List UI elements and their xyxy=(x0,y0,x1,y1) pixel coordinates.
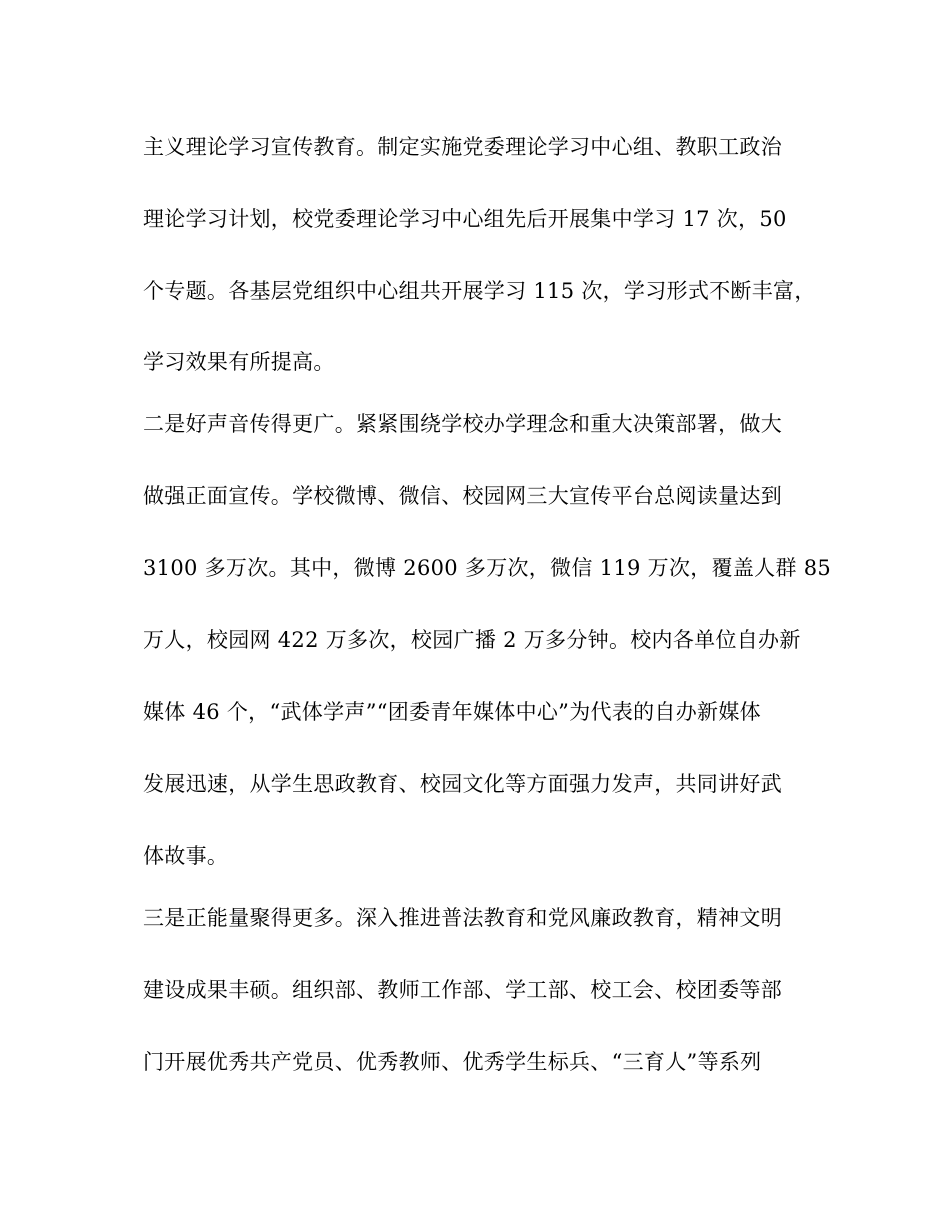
text-line: 媒体 46 个，“武体学声”“团委青年媒体中心”为代表的自办新媒体 xyxy=(143,700,761,724)
text-line: 主义理论学习宣传教育。制定实施党委理论学习中心组、教职工政治 xyxy=(143,135,782,159)
paragraph-start-line: 二是好声音传得更广。紧紧围绕学校办学理念和重大决策部署，做大 xyxy=(143,412,782,436)
text-line: 个专题。各基层党组织中心组共开展学习 115 次，学习形式不断丰富， xyxy=(143,279,816,303)
text-line: 理论学习计划，校党委理论学习中心组先后开展集中学习 17 次，50 xyxy=(143,207,787,231)
text-line: 万人，校园网 422 万多次，校园广播 2 万多分钟。校内各单位自办新 xyxy=(143,628,801,652)
text-line: 建设成果丰硕。组织部、教师工作部、学工部、校工会、校团委等部 xyxy=(143,978,782,1002)
text-line: 做强正面宣传。学校微博、微信、校园网三大宣传平台总阅读量达到 xyxy=(143,484,782,508)
text-line: 门开展优秀共产党员、优秀教师、优秀学生标兵、“三育人”等系列 xyxy=(143,1050,762,1074)
text-line: 学习效果有所提高。 xyxy=(143,350,335,374)
text-line: 发展迅速，从学生思政教育、校园文化等方面强力发声，共同讲好武 xyxy=(143,772,782,796)
text-line: 3100 多万次。其中，微博 2600 多万次，微信 119 万次，覆盖人群 85 xyxy=(143,556,832,580)
text-line: 体故事。 xyxy=(143,844,229,868)
paragraph-start-line: 三是正能量聚得更多。深入推进普法教育和党风廉政教育，精神文明 xyxy=(143,906,782,930)
